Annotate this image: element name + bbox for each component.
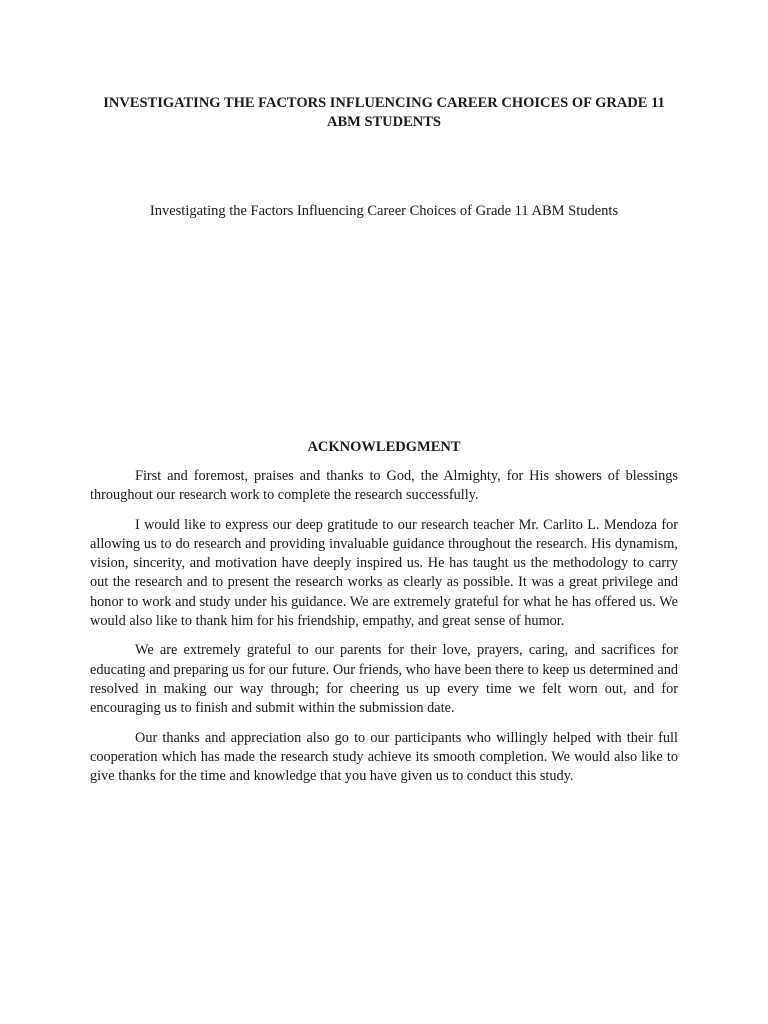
paragraph: Our thanks and appreciation also go to our participants who willingly helped with their full cooperation which has made the research study achieve its smooth completion. We would also like to give thanks for the time and knowledge that you have given us to conduct this study. [90,729,678,785]
paragraph: We are extremely grateful to our parents for their love, prayers, caring, and sacrifices for educating and preparing us for our future. Our friends, who have been there to keep us determined and resolved in making our way through; for cheering us up every time we felt worn out, and for encouraging us to finish and submit within the submission date. [90,642,678,717]
acknowledgment-body [90,467,678,796]
document-subtitle: Investigating the Factors Influencing Career Choices of Grade 11 ABM Students [149,203,619,219]
section-heading: ACKNOWLEDGMENT [307,439,461,455]
paragraph: I would like to express our deep gratitude to our research teacher Mr. Carlito L. Mendoza for allowing us to do research and providing invaluable guidance throughout the research. His dynamism, vision, sincerity, and motivation have deeply inspired us. He has taught us the methodology to carry out the research and to present the research works as clearly as possible. It was a great privilege and honor to work and study under his guidance. We are extremely grateful for what he has offered us. We would also like to thank him for his friendship, empathy, and great sense of humor. [90,516,678,630]
document-title: INVESTIGATING THE FACTORS INFLUENCING CAREER CHOICES OF GRADE 11 ABM STUDENTS [103,95,665,130]
paragraph: First and foremost, praises and thanks to God, the Almighty, for His showers of blessings throughout our research work to complete the research successfully. [90,468,678,504]
